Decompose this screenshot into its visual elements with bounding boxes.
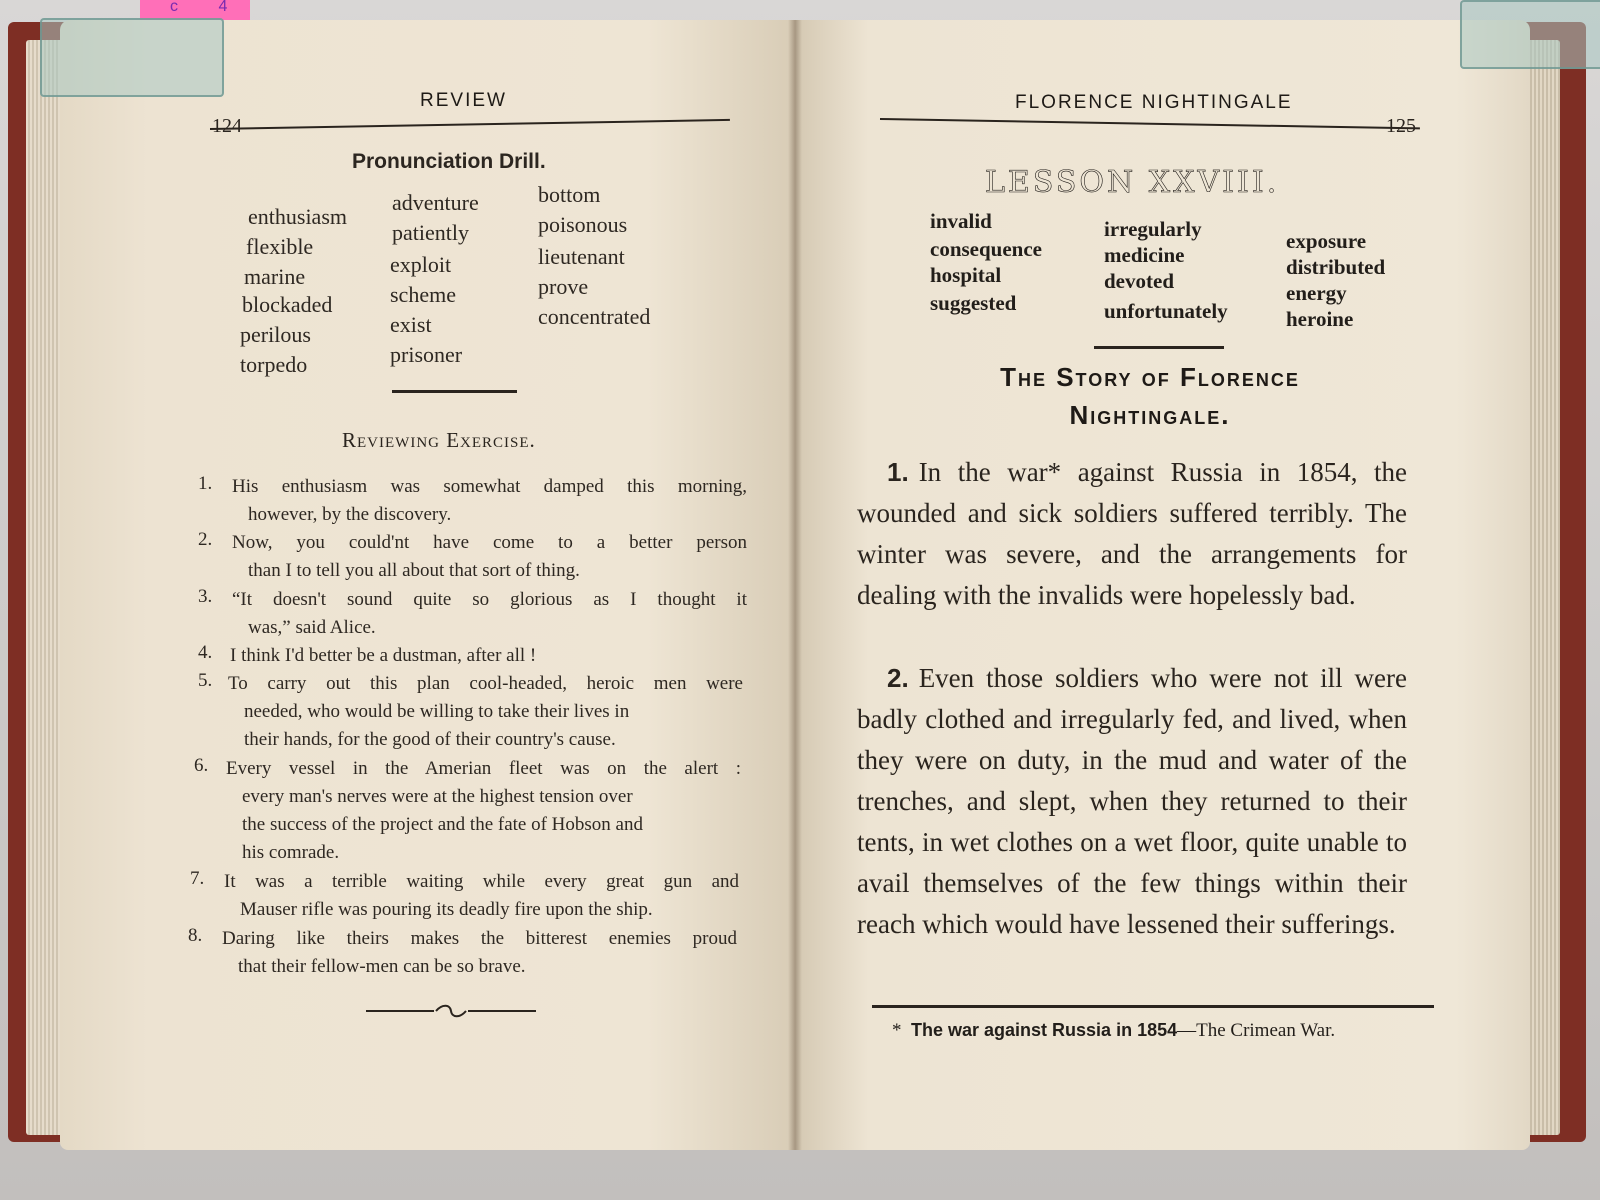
paragraph-text: In the war* against Russia in 1854, the wounded and sick soldiers suffered terribly. The winter was severe, and the arrangements for dealing with the invalids were hopelessly bad. <box>857 457 1407 610</box>
pink-tab-marker: c 4 <box>140 0 250 20</box>
exercise-item <box>232 473 747 529</box>
exercise-line: needed, who would be willing to take their lives in <box>244 701 630 722</box>
drill-word: perilous <box>240 322 311 347</box>
story-paragraph-1 <box>857 452 1407 616</box>
end-ornament <box>366 1002 536 1025</box>
exercise-number: 7. <box>190 868 205 889</box>
exercise-line: that their fellow-men can be so brave. <box>238 956 526 977</box>
drill-word: concentrated <box>538 304 651 329</box>
exercise-item <box>222 925 737 981</box>
drill-word: patiently <box>392 220 469 245</box>
exercise-line: Now, you could'nt have come to a better person <box>232 532 747 553</box>
drill-word: torpedo <box>240 352 308 377</box>
footnote-rule <box>872 1005 1434 1008</box>
exercise-item <box>224 868 739 924</box>
section-divider-left <box>392 390 517 393</box>
vocab-word: consequence <box>930 237 1042 261</box>
glass-clip-left <box>40 18 224 97</box>
drill-word: exist <box>390 312 432 337</box>
exercise-line: To carry out this plan cool-headed, heroic men were <box>228 673 743 694</box>
vocab-word: invalid <box>930 209 992 233</box>
page-number-right: 125 <box>1386 115 1416 137</box>
exercise-number: 6. <box>194 755 209 776</box>
exercise-item <box>232 586 747 642</box>
vocab-word: suggested <box>930 291 1017 315</box>
vocab-word: heroine <box>1286 307 1354 331</box>
lesson-title: LESSON XXVIII. <box>985 165 1280 200</box>
exercise-item <box>230 642 745 670</box>
drill-word: exploit <box>390 252 452 277</box>
paragraph-number: 2. <box>887 663 909 693</box>
drill-word: bottom <box>538 182 601 207</box>
story-title-line-1: The Story of Florence <box>1000 362 1300 392</box>
exercise-number: 5. <box>198 670 213 691</box>
vocab-word: unfortunately <box>1104 299 1228 323</box>
exercise-item <box>232 529 747 585</box>
drill-word: lieutenant <box>538 244 625 269</box>
exercise-line: Mauser rifle was pouring its deadly fire upon the ship. <box>240 899 653 920</box>
section-divider-right <box>1094 346 1224 349</box>
story-title-line-2: Nightingale. <box>1069 400 1231 430</box>
paragraph-number: 1. <box>887 457 909 487</box>
drill-word: poisonous <box>538 212 628 237</box>
footnote-text: —The Crimean War. <box>1177 1020 1336 1041</box>
drill-title: Pronunciation Drill. <box>352 150 546 173</box>
glass-clip-right <box>1460 0 1600 69</box>
vocab-word: devoted <box>1104 269 1174 293</box>
exercise-item <box>228 670 743 754</box>
exercise-line: “It doesn't sound quite so glorious as I thought it <box>232 589 747 610</box>
drill-word: blockaded <box>242 292 333 317</box>
exercise-number: 4. <box>198 642 213 663</box>
vocab-word: distributed <box>1286 255 1386 279</box>
footnote-bold-text: The war against Russia in 1854 <box>911 1020 1178 1040</box>
story-paragraph-2 <box>857 658 1407 945</box>
exercise-number: 2. <box>198 529 213 550</box>
drill-word: marine <box>244 264 306 289</box>
exercise-line: the success of the project and the fate of Hobson and <box>242 814 643 835</box>
exercise-line: Every vessel in the Amerian fleet was on the alert : <box>226 758 741 779</box>
exercise-line: His enthusiasm was somewhat damped this morning, <box>232 476 747 497</box>
paragraph-text: Even those soldiers who were not ill were badly clothed and irregularly fed, and lived, when they were on duty, in the mud and water of the trenches, and slept, when they returned to their tents, in wet clothes on a wet floor, quite unable to avail themselves of the few things within their reach which would have lessened their sufferings. <box>857 663 1407 939</box>
footnote <box>892 1020 1335 1042</box>
exercise-line: than I to tell you all about that sort of thing. <box>248 560 580 581</box>
page-number-left: 124 <box>212 115 242 137</box>
exercise-line: every man's nerves were at the highest tension over <box>242 786 633 807</box>
footnote-mark: * <box>892 1020 902 1041</box>
exercise-line: Daring like theirs makes the bitterest enemies proud <box>222 928 737 949</box>
exercise-line: their hands, for the good of their country's cause. <box>244 729 616 750</box>
running-head-left: REVIEW <box>420 90 507 111</box>
exercise-line: was,” said Alice. <box>248 617 376 638</box>
exercise-number: 8. <box>188 925 203 946</box>
drill-word: adventure <box>392 190 479 215</box>
drill-word: scheme <box>390 282 456 307</box>
exercise-number: 3. <box>198 586 213 607</box>
vocab-word: medicine <box>1104 243 1185 267</box>
drill-word: prove <box>538 274 589 299</box>
running-head-right: FLORENCE NIGHTINGALE <box>1015 92 1293 113</box>
book-gutter <box>788 20 802 1150</box>
drill-word: flexible <box>246 234 314 259</box>
drill-word: prisoner <box>390 342 463 367</box>
exercise-line: however, by the discovery. <box>248 504 452 525</box>
vocab-word: hospital <box>930 263 1002 287</box>
exercise-line: It was a terrible waiting while every great gun and <box>224 871 739 892</box>
drill-word: enthusiasm <box>248 204 347 229</box>
vocab-word: energy <box>1286 281 1347 305</box>
exercise-title: Reviewing Exercise. <box>342 428 536 452</box>
exercise-number: 1. <box>198 473 213 494</box>
exercise-item <box>226 755 741 867</box>
exercise-line: I think I'd better be a dustman, after all ! <box>230 645 537 666</box>
exercise-line: his comrade. <box>242 842 340 863</box>
vocab-word: exposure <box>1286 229 1367 253</box>
vocab-word: irregularly <box>1104 217 1202 241</box>
